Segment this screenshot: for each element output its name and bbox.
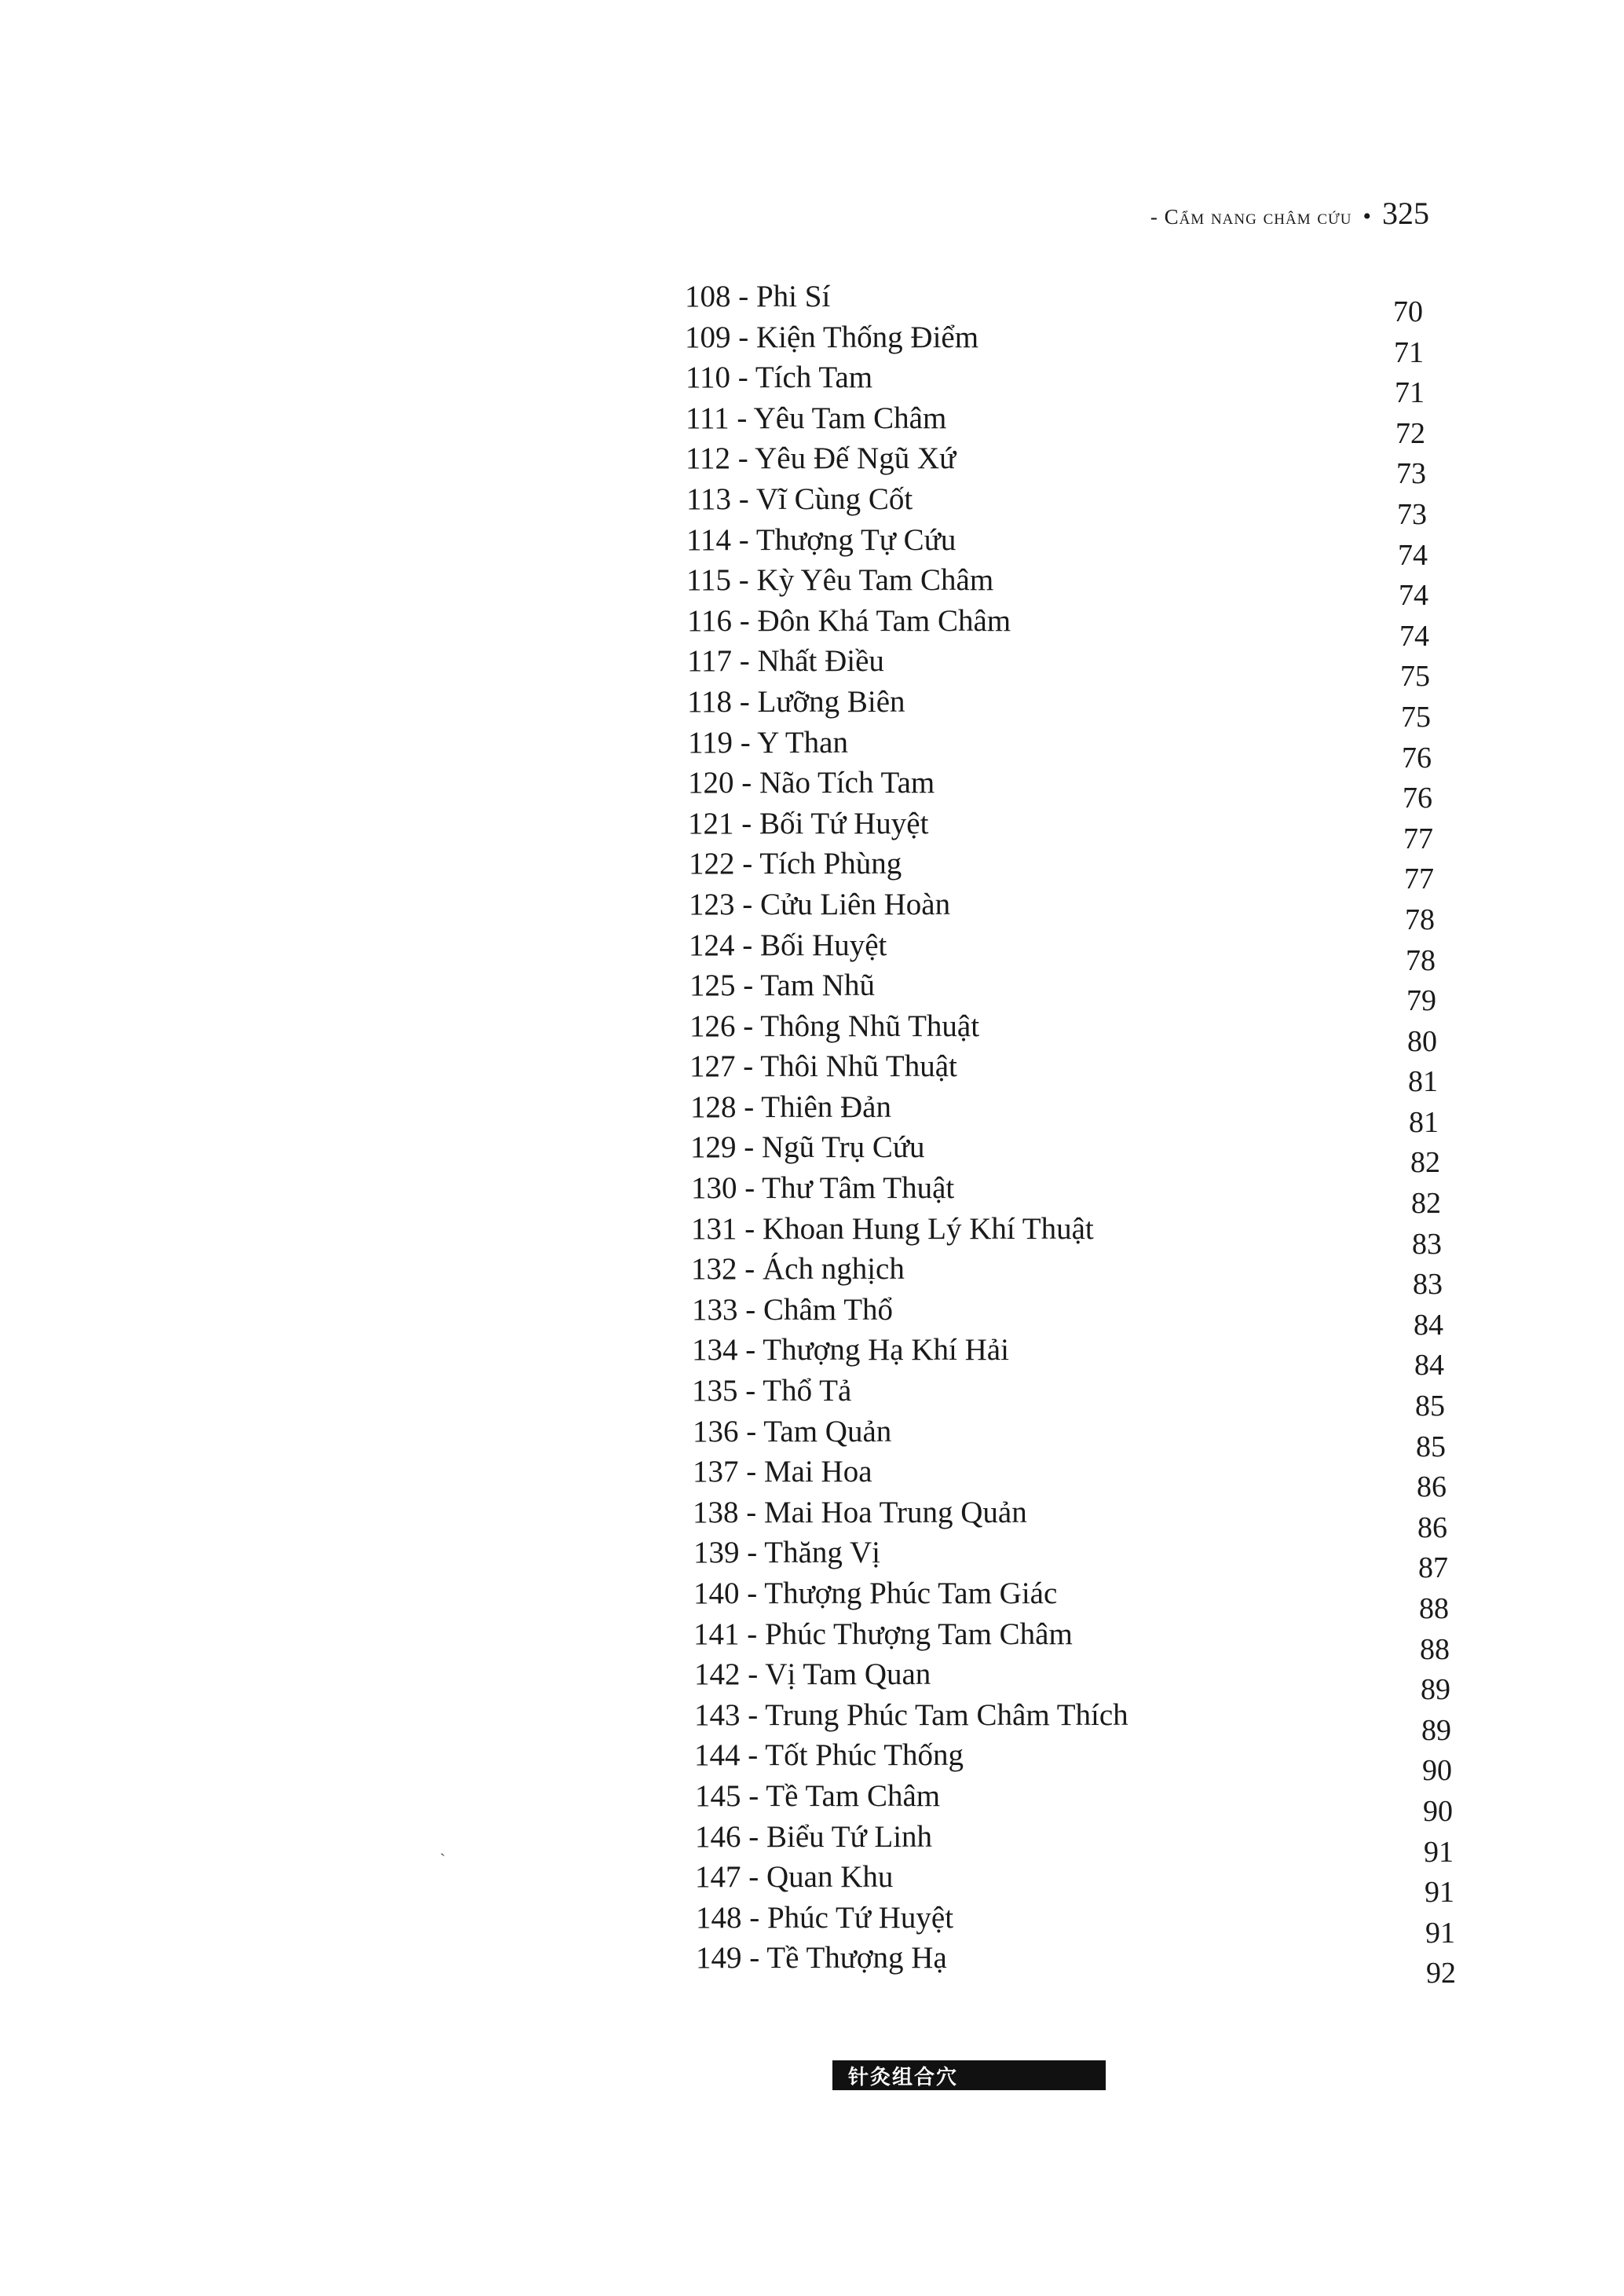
toc-entry-page: 77 <box>1403 822 1433 855</box>
toc-entry <box>685 401 1439 450</box>
toc-entry <box>685 360 1439 410</box>
toc-entry <box>685 846 1439 896</box>
toc-entry <box>685 279 1439 328</box>
toc-entry <box>685 1576 1449 1625</box>
toc-entry <box>685 1009 1439 1058</box>
toc-entry-page: 91 <box>1425 1876 1454 1910</box>
toc-entry-page: 91 <box>1425 1916 1455 1950</box>
toc-entry-title: 137 - Mai Hoa <box>693 1455 872 1489</box>
toc-entry <box>685 1819 1454 1869</box>
toc-entry <box>685 1332 1444 1382</box>
toc-entry <box>685 765 1439 815</box>
toc-entry-title: 148 - Phúc Tứ Huyệt <box>696 1900 954 1935</box>
toc-entry-page: 77 <box>1404 862 1434 896</box>
toc-entry-page: 88 <box>1419 1592 1449 1625</box>
toc-entry-title: 146 - Biểu Tứ Linh <box>695 1819 933 1854</box>
toc-entry-page: 71 <box>1395 376 1425 410</box>
toc-entry <box>685 522 1439 572</box>
toc-entry-page: 85 <box>1416 1430 1446 1463</box>
toc-entry-title: 113 - Vĩ Cùng Cốt <box>686 482 913 516</box>
toc-entry <box>685 725 1439 774</box>
table-of-contents <box>685 279 1456 1990</box>
toc-entry-page: 91 <box>1424 1835 1454 1869</box>
toc-entry <box>685 1495 1447 1544</box>
toc-entry <box>685 887 1439 936</box>
toc-entry-title: 132 - Ách nghịch <box>691 1252 905 1287</box>
toc-entry-page: 89 <box>1421 1713 1451 1747</box>
running-header <box>1092 195 1429 242</box>
toc-entry-page: 81 <box>1408 1065 1438 1099</box>
toc-entry-page: 86 <box>1417 1470 1447 1504</box>
toc-entry <box>685 482 1439 531</box>
toc-entry <box>685 1617 1450 1666</box>
toc-entry-title: 133 - Châm Thổ <box>692 1292 894 1327</box>
toc-entry <box>685 1697 1451 1747</box>
toc-entry <box>685 684 1439 734</box>
footer-band <box>832 2060 1106 2090</box>
header-bullet: • <box>1362 203 1371 229</box>
toc-entry-title: 129 - Ngũ Trụ Cứu <box>690 1130 925 1165</box>
toc-entry-title: 145 - Tề Tam Châm <box>695 1778 941 1813</box>
toc-entry-page: 86 <box>1417 1511 1447 1544</box>
toc-entry <box>685 1211 1442 1261</box>
toc-entry-page: 79 <box>1406 984 1436 1018</box>
toc-entry-title: 127 - Thôi Nhũ Thuật <box>689 1049 957 1084</box>
toc-entry-title: 116 - Đôn Khá Tam Châm <box>687 603 1011 638</box>
toc-entry-page: 76 <box>1403 782 1432 815</box>
toc-entry-title: 131 - Khoan Hung Lý Khí Thuật <box>691 1211 1094 1246</box>
toc-entry-page: 92 <box>1426 1957 1456 1990</box>
toc-entry-page: 78 <box>1405 903 1435 936</box>
toc-entry <box>685 1251 1443 1302</box>
toc-entry-page: 70 <box>1393 295 1423 328</box>
toc-entry-title: 143 - Trung Phúc Tam Châm Thích <box>694 1697 1128 1732</box>
toc-entry-title: 139 - Thăng Vị <box>693 1536 880 1570</box>
toc-entry <box>685 1940 1456 1990</box>
toc-entry <box>685 1414 1446 1463</box>
toc-entry-title: 130 - Thư Tâm Thuật <box>691 1171 955 1206</box>
toc-entry-title: 126 - Thông Nhũ Thuật <box>689 1009 980 1043</box>
toc-entry-page: 73 <box>1396 457 1426 491</box>
toc-entry-title: 119 - Y Than <box>688 725 848 760</box>
toc-entry-page: 84 <box>1414 1349 1444 1382</box>
toc-entry-page: 87 <box>1418 1551 1448 1585</box>
toc-entry-page: 81 <box>1409 1105 1439 1139</box>
page-number: 325 <box>1382 196 1429 231</box>
toc-entry-title: 123 - Cửu Liên Hoàn <box>689 887 951 921</box>
toc-entry-page: 89 <box>1421 1673 1450 1707</box>
toc-entry-title: 135 - Thổ Tả <box>692 1374 852 1408</box>
toc-entry-title: 112 - Yêu Đế Ngũ Xứ <box>686 441 956 476</box>
toc-entry <box>685 603 1439 653</box>
toc-entry <box>685 1859 1454 1910</box>
toc-entry-page: 74 <box>1399 619 1429 653</box>
toc-entry-page: 90 <box>1422 1754 1452 1788</box>
toc-entry-title: 125 - Tam Nhũ <box>689 969 875 1003</box>
toc-entry <box>685 1170 1441 1221</box>
toc-entry-title: 136 - Tam Quản <box>693 1414 892 1448</box>
toc-entry-title: 128 - Thiên Đản <box>690 1089 891 1124</box>
toc-entry <box>685 643 1439 694</box>
toc-entry <box>685 1089 1439 1139</box>
toc-entry-page: 82 <box>1411 1187 1441 1221</box>
toc-entry-title: 118 - Lưỡng Biên <box>687 684 905 719</box>
toc-entry-title: 134 - Thượng Hạ Khí Hải <box>692 1333 1009 1368</box>
toc-entry-page: 74 <box>1398 538 1428 572</box>
toc-entry-title: 141 - Phúc Thượng Tam Châm <box>693 1617 1073 1651</box>
toc-entry <box>685 562 1439 613</box>
toc-entry <box>685 1373 1445 1423</box>
toc-entry-title: 114 - Thượng Tự Cứu <box>686 522 956 557</box>
toc-entry-page: 84 <box>1414 1308 1443 1342</box>
book-title: - Cẩm nang châm cứu <box>1150 205 1352 229</box>
toc-entry <box>685 1778 1453 1828</box>
toc-entry-page: 83 <box>1412 1227 1442 1261</box>
toc-entry <box>685 1049 1439 1099</box>
toc-entry-page: 74 <box>1399 579 1428 613</box>
toc-entry-title: 149 - Tề Thượng Hạ <box>696 1941 947 1976</box>
toc-entry-page: 78 <box>1406 943 1436 977</box>
toc-entry-title: 110 - Tích Tam <box>686 361 873 395</box>
toc-entry-page: 75 <box>1400 660 1430 694</box>
toc-entry-title: 111 - Yêu Tam Châm <box>686 401 947 435</box>
toc-entry-title: 115 - Kỳ Yêu Tam Châm <box>686 563 994 598</box>
toc-entry-page: 75 <box>1401 700 1431 734</box>
toc-entry-title: 138 - Mai Hoa Trung Quản <box>693 1495 1027 1529</box>
toc-entry-page: 76 <box>1402 741 1432 774</box>
toc-entry-page: 90 <box>1423 1794 1453 1828</box>
toc-entry <box>685 968 1439 1018</box>
toc-entry-page: 85 <box>1415 1390 1445 1423</box>
toc-entry-title: 122 - Tích Phùng <box>689 847 902 881</box>
toc-entry-page: 73 <box>1397 497 1427 531</box>
stray-mark: ` <box>440 1850 446 1869</box>
toc-entry-title: 147 - Quan Khu <box>695 1860 894 1895</box>
toc-entry-title: 124 - Bối Huyệt <box>689 928 887 962</box>
toc-entry <box>685 806 1439 855</box>
toc-entry <box>685 320 1439 369</box>
footer-band-text: 针灸组合穴 <box>848 2065 959 2089</box>
toc-entry-title: 108 - Phi Sí <box>685 280 831 313</box>
toc-entry <box>685 1130 1440 1180</box>
toc-entry-title: 109 - Kiện Thống Điểm <box>685 320 979 354</box>
toc-entry-page: 82 <box>1410 1146 1440 1180</box>
toc-entry <box>685 1454 1447 1504</box>
toc-entry-page: 72 <box>1395 416 1425 450</box>
toc-entry-title: 142 - Vị Tam Quan <box>694 1657 931 1692</box>
toc-entry-title: 140 - Thượng Phúc Tam Giác <box>693 1576 1058 1610</box>
toc-entry-page: 71 <box>1394 335 1424 369</box>
toc-entry-page: 80 <box>1407 1024 1437 1058</box>
toc-entry-page: 83 <box>1413 1268 1443 1302</box>
toc-entry-title: 117 - Nhất Điều <box>687 644 884 679</box>
toc-entry-title: 144 - Tốt Phúc Thống <box>694 1738 964 1773</box>
toc-entry <box>685 1738 1452 1788</box>
toc-entry <box>685 1292 1443 1342</box>
toc-entry <box>685 1900 1455 1950</box>
toc-entry <box>685 1535 1448 1585</box>
toc-entry <box>685 441 1439 491</box>
toc-entry-title: 121 - Bối Tứ Huyệt <box>688 806 929 840</box>
toc-entry <box>685 1657 1450 1707</box>
toc-entry-title: 120 - Não Tích Tam <box>688 766 935 800</box>
toc-entry-page: 88 <box>1420 1632 1450 1666</box>
toc-entry <box>685 928 1439 977</box>
